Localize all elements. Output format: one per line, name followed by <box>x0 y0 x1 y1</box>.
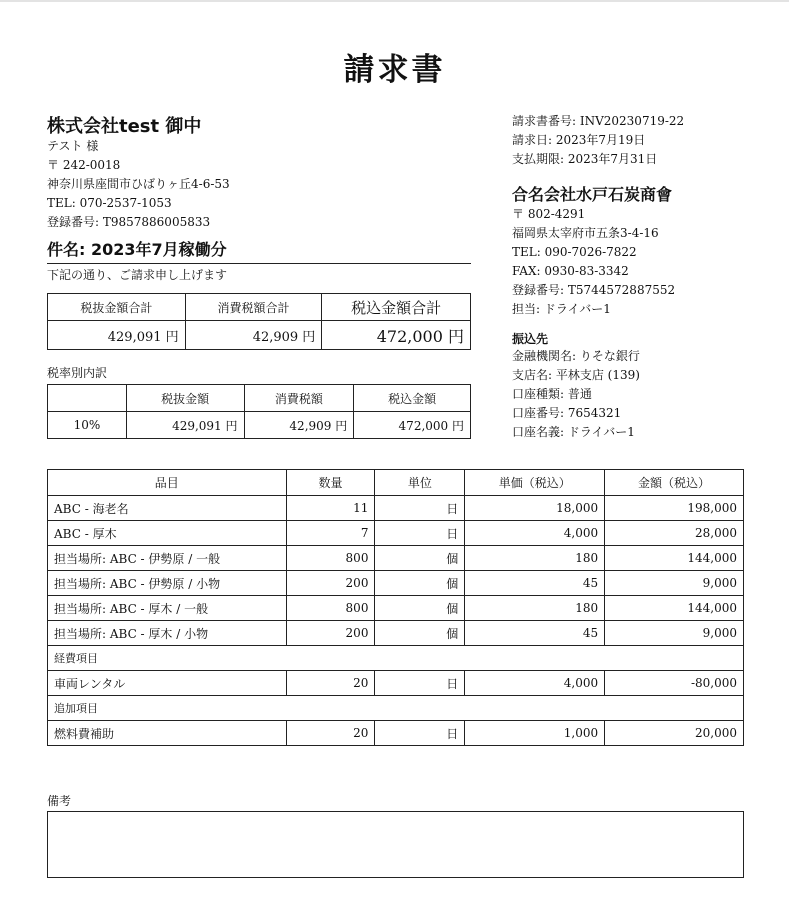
section-row <box>48 696 744 721</box>
item-quantity: 200 <box>286 571 375 596</box>
item-unit-price: 45 <box>465 621 605 646</box>
item-amount: 20,000 <box>605 721 744 746</box>
tax-breakdown-header-row <box>48 385 471 412</box>
tax-breakdown-row <box>48 412 471 439</box>
item-quantity: 800 <box>286 596 375 621</box>
item-unit-price: 4,000 <box>465 521 605 546</box>
item-amount: 28,000 <box>605 521 744 546</box>
item-unit-price: 1,000 <box>465 721 605 746</box>
totals-header: 税抜金額合計 <box>48 294 186 321</box>
totals-header: 消費税額合計 <box>185 294 322 321</box>
issuer-address: 福岡県太宰府市五条3-4-16 <box>512 226 659 240</box>
item-unit-price: 4,000 <box>465 671 605 696</box>
issuer-registration: 登録番号: T5744572887552 <box>512 283 676 297</box>
item-name: ABC - 厚木 <box>48 521 287 546</box>
client-address: 神奈川県座間市ひばりヶ丘4-6-53 <box>47 177 230 191</box>
table-row <box>48 546 744 571</box>
table-row <box>48 621 744 646</box>
table-row <box>48 571 744 596</box>
tax-included-amount: 472,000 円 <box>354 412 471 439</box>
item-name: 車両レンタル <box>48 671 287 696</box>
item-amount: 9,000 <box>605 621 744 646</box>
item-unit-price: 45 <box>465 571 605 596</box>
column-header-amount: 金額（税込） <box>605 470 744 496</box>
column-header-unit-price: 単価（税込） <box>465 470 605 496</box>
payment-due: 支払期限: 2023年7月31日 <box>512 152 658 166</box>
section-label: 追加項目 <box>48 696 744 721</box>
item-unit: 個 <box>375 546 465 571</box>
item-quantity: 11 <box>286 496 375 521</box>
item-amount: 144,000 <box>605 596 744 621</box>
line-items-table <box>47 469 744 746</box>
item-unit: 個 <box>375 621 465 646</box>
item-quantity: 800 <box>286 546 375 571</box>
client-tel: TEL: 070-2537-1053 <box>47 196 172 210</box>
totals-header: 税込金額合計 <box>322 294 471 321</box>
table-row <box>48 671 744 696</box>
tax-rate: 10% <box>48 412 127 439</box>
issuer-name: 合名会社水戸石炭商會 <box>512 185 673 204</box>
tax-amount: 42,909 円 <box>244 412 354 439</box>
column-header-unit: 単位 <box>375 470 465 496</box>
issuer-postal: 〒 802-4291 <box>512 207 586 221</box>
top-border <box>0 0 789 2</box>
remarks-box <box>47 811 744 878</box>
item-name: 担当場所: ABC - 厚木 / 小物 <box>48 621 287 646</box>
issuer-contact-person: 担当: ドライバー1 <box>512 302 611 316</box>
line-items-header-row <box>48 470 744 496</box>
item-unit-price: 180 <box>465 546 605 571</box>
item-amount: 9,000 <box>605 571 744 596</box>
tax-breakdown-header: 税込金額 <box>354 385 471 412</box>
item-quantity: 20 <box>286 721 375 746</box>
client-name: 株式会社test 御中 <box>47 116 202 137</box>
page-title: 請求書 <box>343 52 446 88</box>
totals-table <box>47 293 471 350</box>
item-unit: 日 <box>375 671 465 696</box>
invoice-number: 請求書番号: INV20230719-22 <box>512 114 685 128</box>
item-unit-price: 180 <box>465 596 605 621</box>
item-name: 燃料費補助 <box>48 721 287 746</box>
tax-breakdown-table <box>47 384 471 439</box>
item-unit: 個 <box>375 571 465 596</box>
item-unit: 日 <box>375 721 465 746</box>
issuer-fax: FAX: 0930-83-3342 <box>512 264 629 278</box>
client-postal: 〒 242-0018 <box>47 158 121 172</box>
issuer-details <box>512 205 675 319</box>
item-name: 担当場所: ABC - 伊勢原 / 一般 <box>48 546 287 571</box>
totals-value-row <box>48 321 471 350</box>
tax-breakdown-label: 税率別内訳 <box>47 366 108 380</box>
item-quantity: 7 <box>286 521 375 546</box>
client-registration: 登録番号: T9857886005833 <box>47 215 211 229</box>
item-amount: 198,000 <box>605 496 744 521</box>
intro-text: 下記の通り、ご請求申し上げます <box>47 268 228 282</box>
column-header-quantity: 数量 <box>286 470 375 496</box>
invoice-date: 請求日: 2023年7月19日 <box>512 133 646 147</box>
bank-details <box>512 347 640 442</box>
tax-total-value: 42,909 円 <box>185 321 322 350</box>
item-unit: 個 <box>375 596 465 621</box>
client-details <box>47 137 230 232</box>
item-unit-price: 18,000 <box>465 496 605 521</box>
issuer-tel: TEL: 090-7026-7822 <box>512 245 637 259</box>
bank-title: 振込先 <box>512 332 549 346</box>
item-quantity: 20 <box>286 671 375 696</box>
client-contact: テスト 様 <box>47 139 99 153</box>
column-header-item: 品目 <box>48 470 287 496</box>
invoice-meta <box>512 112 684 169</box>
item-amount: -80,000 <box>605 671 744 696</box>
totals-header-row <box>48 294 471 321</box>
bank-branch: 支店名: 平林支店 (139) <box>512 368 640 382</box>
section-row <box>48 646 744 671</box>
tax-excluded-amount: 429,091 円 <box>126 412 244 439</box>
item-name: 担当場所: ABC - 伊勢原 / 小物 <box>48 571 287 596</box>
section-label: 経費項目 <box>48 646 744 671</box>
table-row <box>48 521 744 546</box>
item-unit: 日 <box>375 496 465 521</box>
item-name: ABC - 海老名 <box>48 496 287 521</box>
tax-breakdown-header: 消費税額 <box>244 385 354 412</box>
table-row <box>48 596 744 621</box>
bank-name: 金融機関名: りそな銀行 <box>512 349 640 363</box>
table-row <box>48 496 744 521</box>
item-quantity: 200 <box>286 621 375 646</box>
bank-account-number: 口座番号: 7654321 <box>512 406 622 420</box>
subtotal-value: 429,091 円 <box>48 321 186 350</box>
bank-account-holder: 口座名義: ドライバー1 <box>512 425 635 439</box>
invoice-subject: 件名: 2023年7月稼働分 <box>47 237 471 264</box>
item-name: 担当場所: ABC - 厚木 / 一般 <box>48 596 287 621</box>
table-row <box>48 721 744 746</box>
tax-breakdown-header: 税抜金額 <box>126 385 244 412</box>
grand-total-value: 472,000 円 <box>322 321 471 350</box>
item-unit: 日 <box>375 521 465 546</box>
item-amount: 144,000 <box>605 546 744 571</box>
bank-account-type: 口座種類: 普通 <box>512 387 592 401</box>
remarks-label: 備考 <box>47 794 72 808</box>
line-items-body <box>48 496 744 746</box>
tax-breakdown-header <box>48 385 127 412</box>
